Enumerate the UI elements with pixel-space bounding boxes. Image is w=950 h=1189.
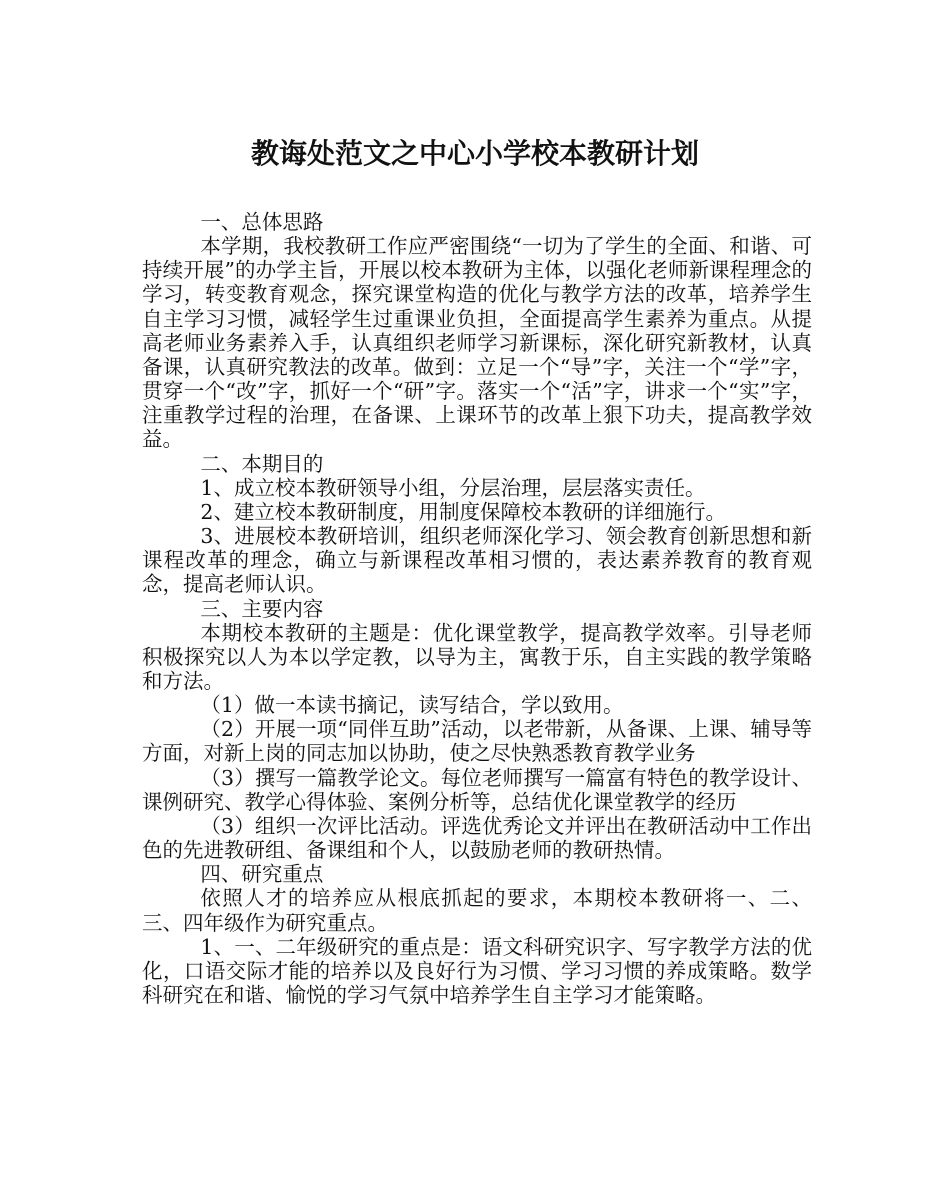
goal-item-2: 2、建立校本教研制度，用制度保障校本教研的详细施行。 <box>200 499 726 524</box>
section-heading-goals: 二、本期目的 <box>200 451 324 476</box>
goal-item-1: 1、成立校本教研领导小组，分层治理，层层落实责任。 <box>200 475 706 500</box>
goal-item-3: 3、进展校本教研培训，组织老师深化学习、领会教育创新思想和新课程改革的理念，确立与新课程改革相习惯的，表达素养教育的教育观念，提高老师认识。 <box>142 524 812 597</box>
document-title: 教诲处范文之中心小学校本教研计划 <box>250 137 699 170</box>
document-body <box>142 210 812 1007</box>
content-item-1: （1）做一本读书摘记，读写结合，学以致用。 <box>200 693 624 718</box>
section-heading-content: 三、主要内容 <box>200 596 324 621</box>
section-heading-research-focus: 四、研究重点 <box>200 862 324 887</box>
content-item-2: （2）开展一项“同伴互助”活动，以老带新，从备课、上课、辅导等方面，对新上岗的同志加以协助，使之尽快熟悉教育教学业务 <box>142 717 812 766</box>
content-item-3: （3）撰写一篇教学论文。每位老师撰写一篇富有特色的教学设计、课例研究、教学心得体验、案例分析等，总结优化课堂教学的经历 <box>142 765 812 814</box>
content-item-4: （3）组织一次评比活动。评选优秀论文并评出在教研活动中工作出色的先进教研组、备课组和个人，以鼓励老师的教研热情。 <box>142 813 812 863</box>
research-focus-item-1: 1、一、二年级研究的重点是：语文科研究识字、写字教学方法的优化，口语交际才能的培养以及良好行为习惯、学习习惯的养成策略。数学科研究在和谐、愉悦的学习气氛中培养学生自主学习才能策略。 <box>142 934 812 1007</box>
paragraph-research-focus: 依照人才的培养应从根底抓起的要求，本期校本教研将一、二、三、四年级作为研究重点。 <box>142 886 812 935</box>
paragraph-content-theme: 本期校本教研的主题是：优化课堂教学，提高教学效率。引导老师积极探究以人为本以学定教，以导为主，寓教于乐，自主实践的教学策略和方法。 <box>142 620 812 693</box>
section-heading-overview: 一、总体思路 <box>200 210 324 234</box>
paragraph-overview: 本学期，我校教研工作应严密围绕“一切为了学生的全面、和谐、可持续开展”的办学主旨，开展以校本教研为主体，以强化老师新课程理念的学习，转变教育观念，探究课堂构造的优化与教学方法的改革，培养学生自主学习习惯，减轻学生过重课业负担，全面提高学生素养为重点。从提高老师业务素养入手，认真组织老师学习新课标，深化研究新教材，认真备课，认真研究教法的改革。做到：立足一个“导”字，关注一个“学”字，贯穿一个“改”字，抓好一个“研”字。落实一个“活”字，讲求一个“实”字，注重教学过程的治理，在备课、上课环节的改革上狠下功夫，提高教学效益。 <box>142 234 812 452</box>
